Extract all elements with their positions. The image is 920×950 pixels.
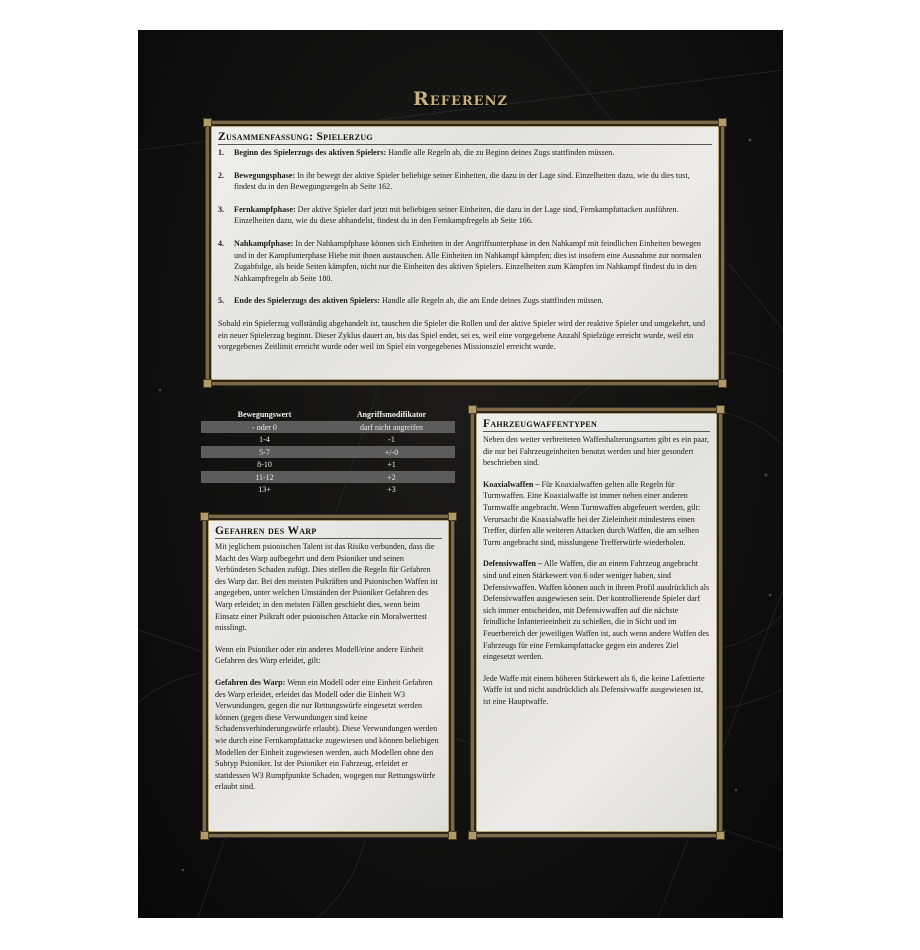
defensive-weapons-text: Defensivwaffen – Alle Waffen, die an einem Fahrzeug angebracht sind und einen Stärkewert von 6 oder weniger haben, sind Defensivwaffen. Waffen können auch in ihrem Profil ausdrücklich als Defensivwaffen ausgewiesen sein. Der kontrollierende Spieler darf sich immer entscheiden, mit Defensivwaffen auf die nächste feindliche Infanterieeinheit zu schießen, die in Sicht und im Feuerbereich der jeweiligen Waffen ist, auch wenn andere Waffen des Fahrzeugs für eine Fernkampfattacke gegen ein anderes Ziel eingesetzt werden. bbox=[483, 559, 710, 662]
table-row: 13+ +3 bbox=[258, 485, 396, 495]
warp-panel bbox=[203, 515, 454, 837]
table-row: 5-7 +/-0 bbox=[201, 446, 455, 458]
page-title: Referenz bbox=[413, 88, 508, 110]
table-row: 1-4 -1 bbox=[259, 435, 395, 445]
phase-list bbox=[218, 147, 712, 307]
charge-modifier-table bbox=[201, 408, 455, 497]
summary-panel bbox=[206, 121, 724, 385]
list-item: 5. Ende des Spielerzugs des aktiven Spielers: Handle alle Regeln ab, die am Ende deines Zugs stattfinden müssen. bbox=[218, 296, 604, 306]
warp-condition-text: Wenn ein Psioniker oder ein anderes Modell/eine andere Einheit Gefahren des Warp erleidet, gilt: bbox=[215, 644, 424, 666]
list-item: 4. Nahkampfphase: In der Nahkampfphase können sich Einheiten in der Angriffsunterphase in den Nahkampf mit feindlichen Einheiten bewegen und in der Kampfunterphase Hiebe mit ihnen austauschen. Alle Einheiten im Nahkampf kämpfen; dies ist insofern eine Ausnahme zur normalen Zugabfolge, als beide Seiten kämpfen, nicht nur die Einheiten des aktiven Spielers. Einzelheiten zum Kämpfen im Nahkampf findest du in den Nahkampfregeln ab Seite 180. bbox=[218, 238, 702, 283]
table-header: Bewegungswert Angriffsmodifikator bbox=[237, 410, 427, 419]
summary-closing-text: Sobald ein Spielerzug vollständig abgehandelt ist, tauschen die Spieler die Rollen und der aktive Spieler wird der reaktive Spieler und umgekehrt, und ein neuer Spielerzug beginnt. Dieser Zyklus dauert an, bis das Spiel endet, sei es, weil eine vorgegebene Anzahl Spielzüge erreicht wurde, weil ein vorgegebenes Zeitlimit erreicht wurde oder weil im Spiel ein vorgegebenes Missionsziel erreicht wurde. bbox=[218, 318, 706, 352]
vehicle-intro-text: Neben den weiter verbreiteten Waffenhalterungsarten gibt es ein paar, die nur bei Fahrzeugeinheiten benutzt werden und hier gesondert beschrieben sind. bbox=[483, 435, 709, 468]
rulebook-page bbox=[138, 30, 783, 918]
coaxial-weapons-text: Koaxialwaffen – Für Koaxialwaffen gelten alle Regeln für Turmwaffen. Eine Koaxialwaffe ist immer neben einer anderen Turmwaffe angebracht. Wenn Turmwaffen abgefeuert werden, gilt: Verursacht die Koaxialwaffe bei der Zieleinheit mindestens einen Treffer, dürfen alle weiteren Attacken durch Waffen, die am selben Turm angebracht sind, misslungene Trefferwürfe wiederholen. bbox=[483, 479, 701, 547]
vehicle-weapons-panel bbox=[471, 408, 722, 837]
main-weapon-text: Jede Waffe mit einem höheren Stärkewert als 6, die keine Lafettierte Waffe ist und nicht ausdrücklich als Defensivwaffe ausgewiesen ist, ist eine Hauptwaffe. bbox=[483, 673, 705, 706]
warp-heading: Gefahren des Warp bbox=[215, 525, 442, 539]
vehicle-heading: Fahrzeugwaffentypen bbox=[483, 418, 710, 432]
list-item: 3. Fernkampfphase: Der aktive Spieler darf jetzt mit beliebigen seiner Einheiten, die dazu in der Lage sind, Fernkampfattacken ausführen. Einzelheiten dazu, wie du diese abhandelst, findest du in den Fernkampfregeln ab Seite 166. bbox=[218, 204, 679, 226]
summary-heading: Zusammenfassung: Spielerzug bbox=[218, 131, 712, 145]
table-row: 8-10 +1 bbox=[257, 460, 396, 470]
list-item: 1. Beginn des Spielerzugs des aktiven Spielers: Handle alle Regeln ab, die zu Beginn deines Zugs stattfinden müssen. bbox=[218, 148, 615, 157]
list-item: 2. Bewegungsphase: In ihr bewegt der aktive Spieler beliebige seiner Einheiten, die dazu in der Lage sind. Einzelheiten dazu, wie du dies tust, findest du in den Bewegungsregeln ab Seite 162. bbox=[218, 170, 690, 192]
table-row: - oder 0 darf nicht angreifen bbox=[201, 421, 455, 433]
warp-intro-text: Mit jeglichem psionischen Talent ist das Risiko verbunden, dass die Macht des Warp aufbegehrt und dem Psioniker und seinen Verbündeten Schaden zufügt. Dies stellen die Regeln für Gefahren des Warp dar. Bei den meisten Psikräften und Psionischen Waffen ist angegeben, unter welchen Umständen der Psioniker Gefahren des Warp erleidet; in den meisten Fällen geschieht dies, wenn beim Einsatz einer Psikraft oder psionischen Attacke ein Moralwerttest misslingt. bbox=[215, 542, 438, 633]
warp-rule-text: Gefahren des Warp: Wenn ein Modell oder eine Einheit Gefahren des Warp erleidet, erleidet das Modell oder die Einheit W3 Verwundungen, gegen die nur Rettungswürfe eingesetzt werden können (gegen diese Verwundungen sind keine Schadensverhinderungswürfe erlaubt). Diese Verwundungen werden wie durch eine Fernkampfattacke zugewiesen und können beliebigen Modellen der Einheit zugewiesen werden, auch Modellen ohne den Subtyp Psioniker. Ist der Psioniker ein Fahrzeug, erleidet er stattdessen W3 Rumpfpunkte Schaden, wogegen nur Rettungswürfe erlaubt sind. bbox=[215, 677, 439, 792]
table-row: 11-12 +2 bbox=[201, 471, 455, 483]
